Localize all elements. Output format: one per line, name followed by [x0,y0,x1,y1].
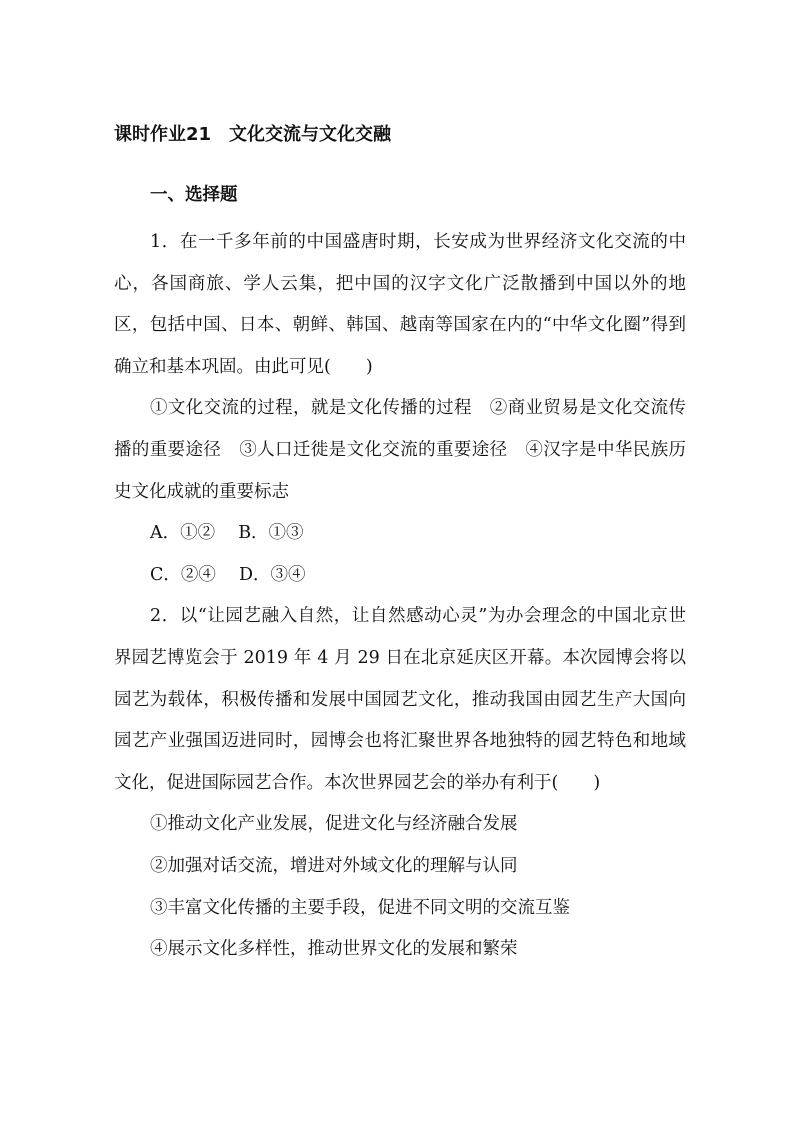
document-page [114,118,686,971]
page-title: 课时作业21 文化交流与文化交融 [114,124,392,145]
question-1-statements: ①文化交流的过程，就是文化传播的过程 ②商业贸易是文化交流传播的重要途径 ③人口迁徙是文化交流的重要途径 ④汉字是中华民族历史文化成就的重要标志 [114,398,686,502]
question-2-stem: 2．以“让园艺融入自然，让自然感动心灵”为办会理念的中国北京世界园艺博览会于 2019 年 4 月 29 日在北京延庆区开幕。本次园博会将以园艺为载体，积极传播和发展中国园艺文化，推动我国由园艺生产大国向园艺产业强国迈进同时，园博会也将汇聚世界各地独特的园艺特色和地域文化，促进国际园艺合作。本次世界园艺会的举办有利于( ) [114,606,686,793]
question-1-options-ab: A．①② B．①③ [150,523,304,544]
question-1-stem: 1．在一千多年前的中国盛唐时期，长安成为世界经济文化交流的中心，各国商旅、学人云集，把中国的汉字文化广泛散播到中国以外的地区，包括中国、日本、朝鲜、韩国、越南等国家在内的“中华文化圈”得到确立和基本巩固。由此可见( ) [114,232,686,377]
question-2-item-1: ①推动文化产业发展，促进文化与经济融合发展 [150,814,518,835]
question-2-item-4: ④展示文化多样性，推动世界文化的发展和繁荣 [150,939,518,960]
section-heading: 一、选择题 [150,185,238,205]
question-1-options-cd: C．②④ D．③④ [150,564,306,585]
question-2-item-2: ②加强对话交流，增进对外域文化的理解与认同 [150,855,518,876]
question-2-item-3: ③丰富文化传播的主要手段，促进不同文明的交流互鉴 [150,897,570,918]
